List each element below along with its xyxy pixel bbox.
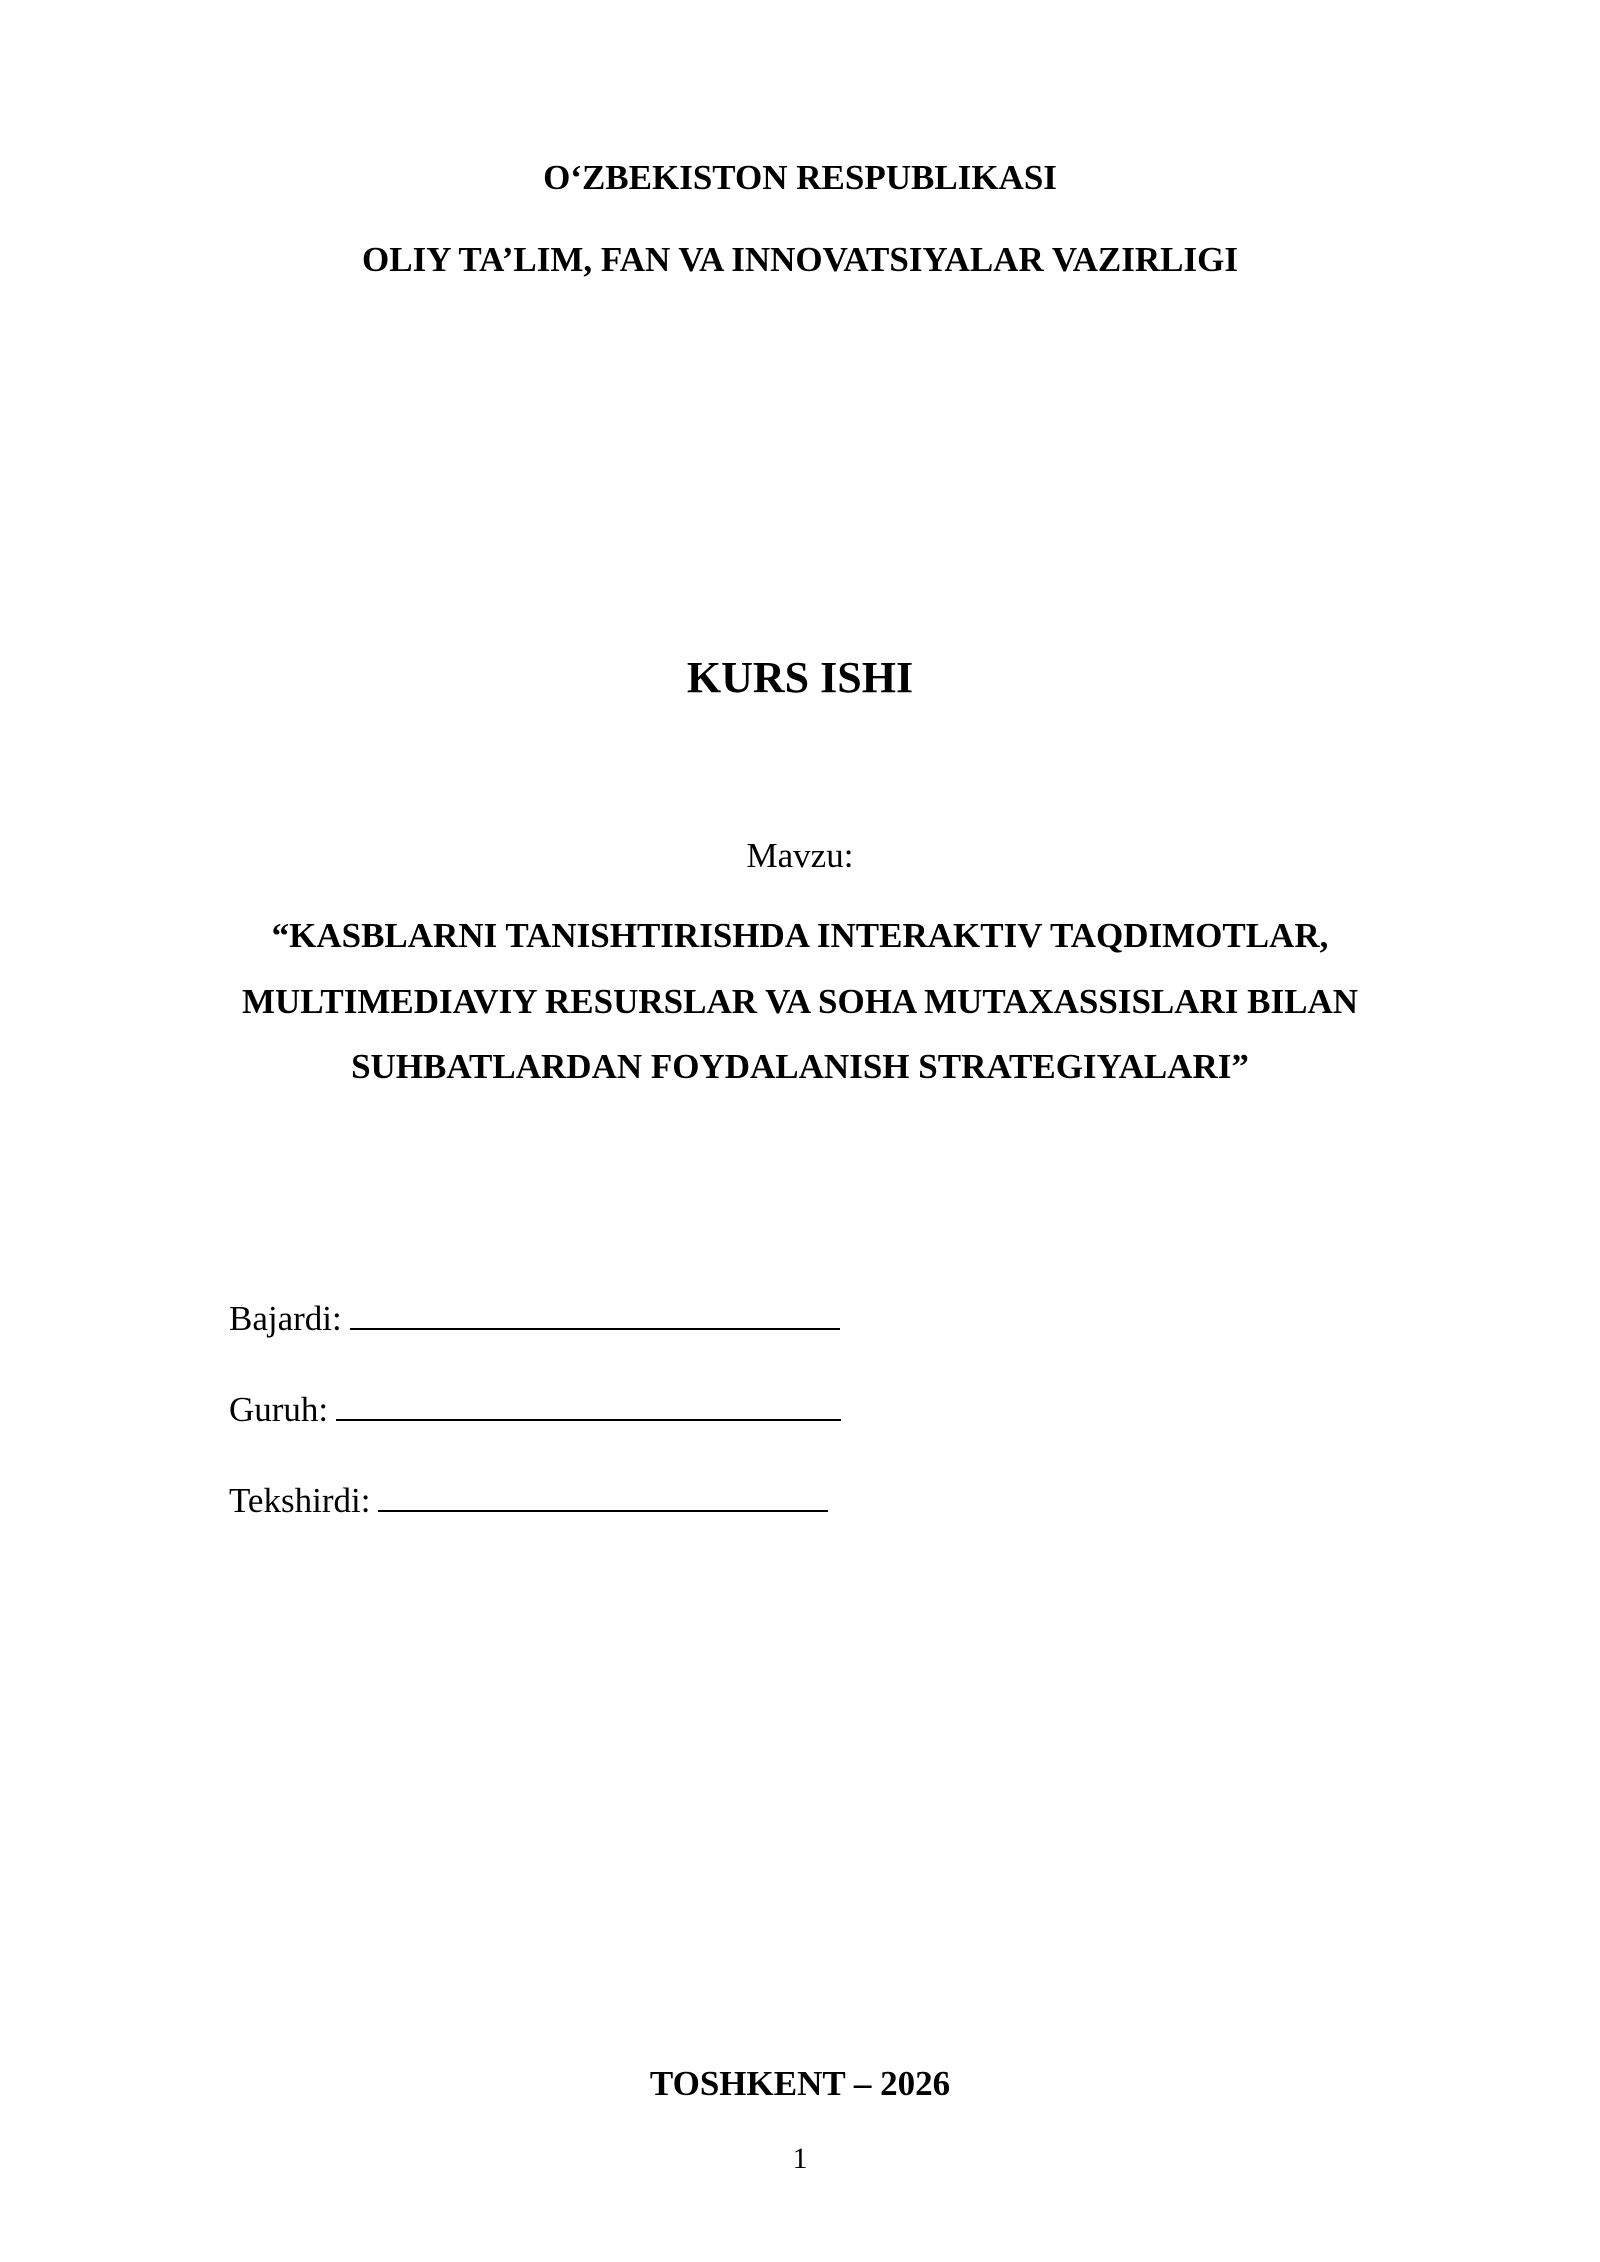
tekshirdi-blank-line <box>378 1480 828 1512</box>
guruh-label: Guruh: <box>229 1390 329 1429</box>
ministry-heading: OLIY TA’LIM, FAN VA INNOVATSIYALAR VAZIRLIGI <box>362 240 1238 279</box>
guruh-field <box>229 1389 841 1427</box>
city-year: TOSHKENT – 2026 <box>649 2064 951 2103</box>
bajardi-blank-line <box>350 1298 840 1330</box>
document-type-title: KURS ISHI <box>686 653 914 702</box>
topic-line-1: “KASBLARNI TANISHTIRISHDA INTERAKTIV TAQDIMOTLAR, <box>271 916 1329 955</box>
guruh-blank-line <box>336 1389 841 1421</box>
topic-line-3: SUHBATLARDAN FOYDALANISH STRATEGIYALARI” <box>351 1047 1249 1086</box>
tekshirdi-field <box>229 1480 828 1518</box>
topic-line-2: MULTIMEDIAVIY RESURSLAR VA SOHA MUTAXASSISLARI BILAN <box>241 982 1359 1021</box>
bajardi-field <box>229 1298 840 1336</box>
subject-label: Mavzu: <box>746 836 854 875</box>
tekshirdi-label: Tekshirdi: <box>229 1481 371 1520</box>
page-number: 1 <box>792 2142 808 2175</box>
republic-heading: O‘ZBEKISTON RESPUBLIKASI <box>543 158 1057 197</box>
bajardi-label: Bajardi: <box>229 1299 342 1338</box>
